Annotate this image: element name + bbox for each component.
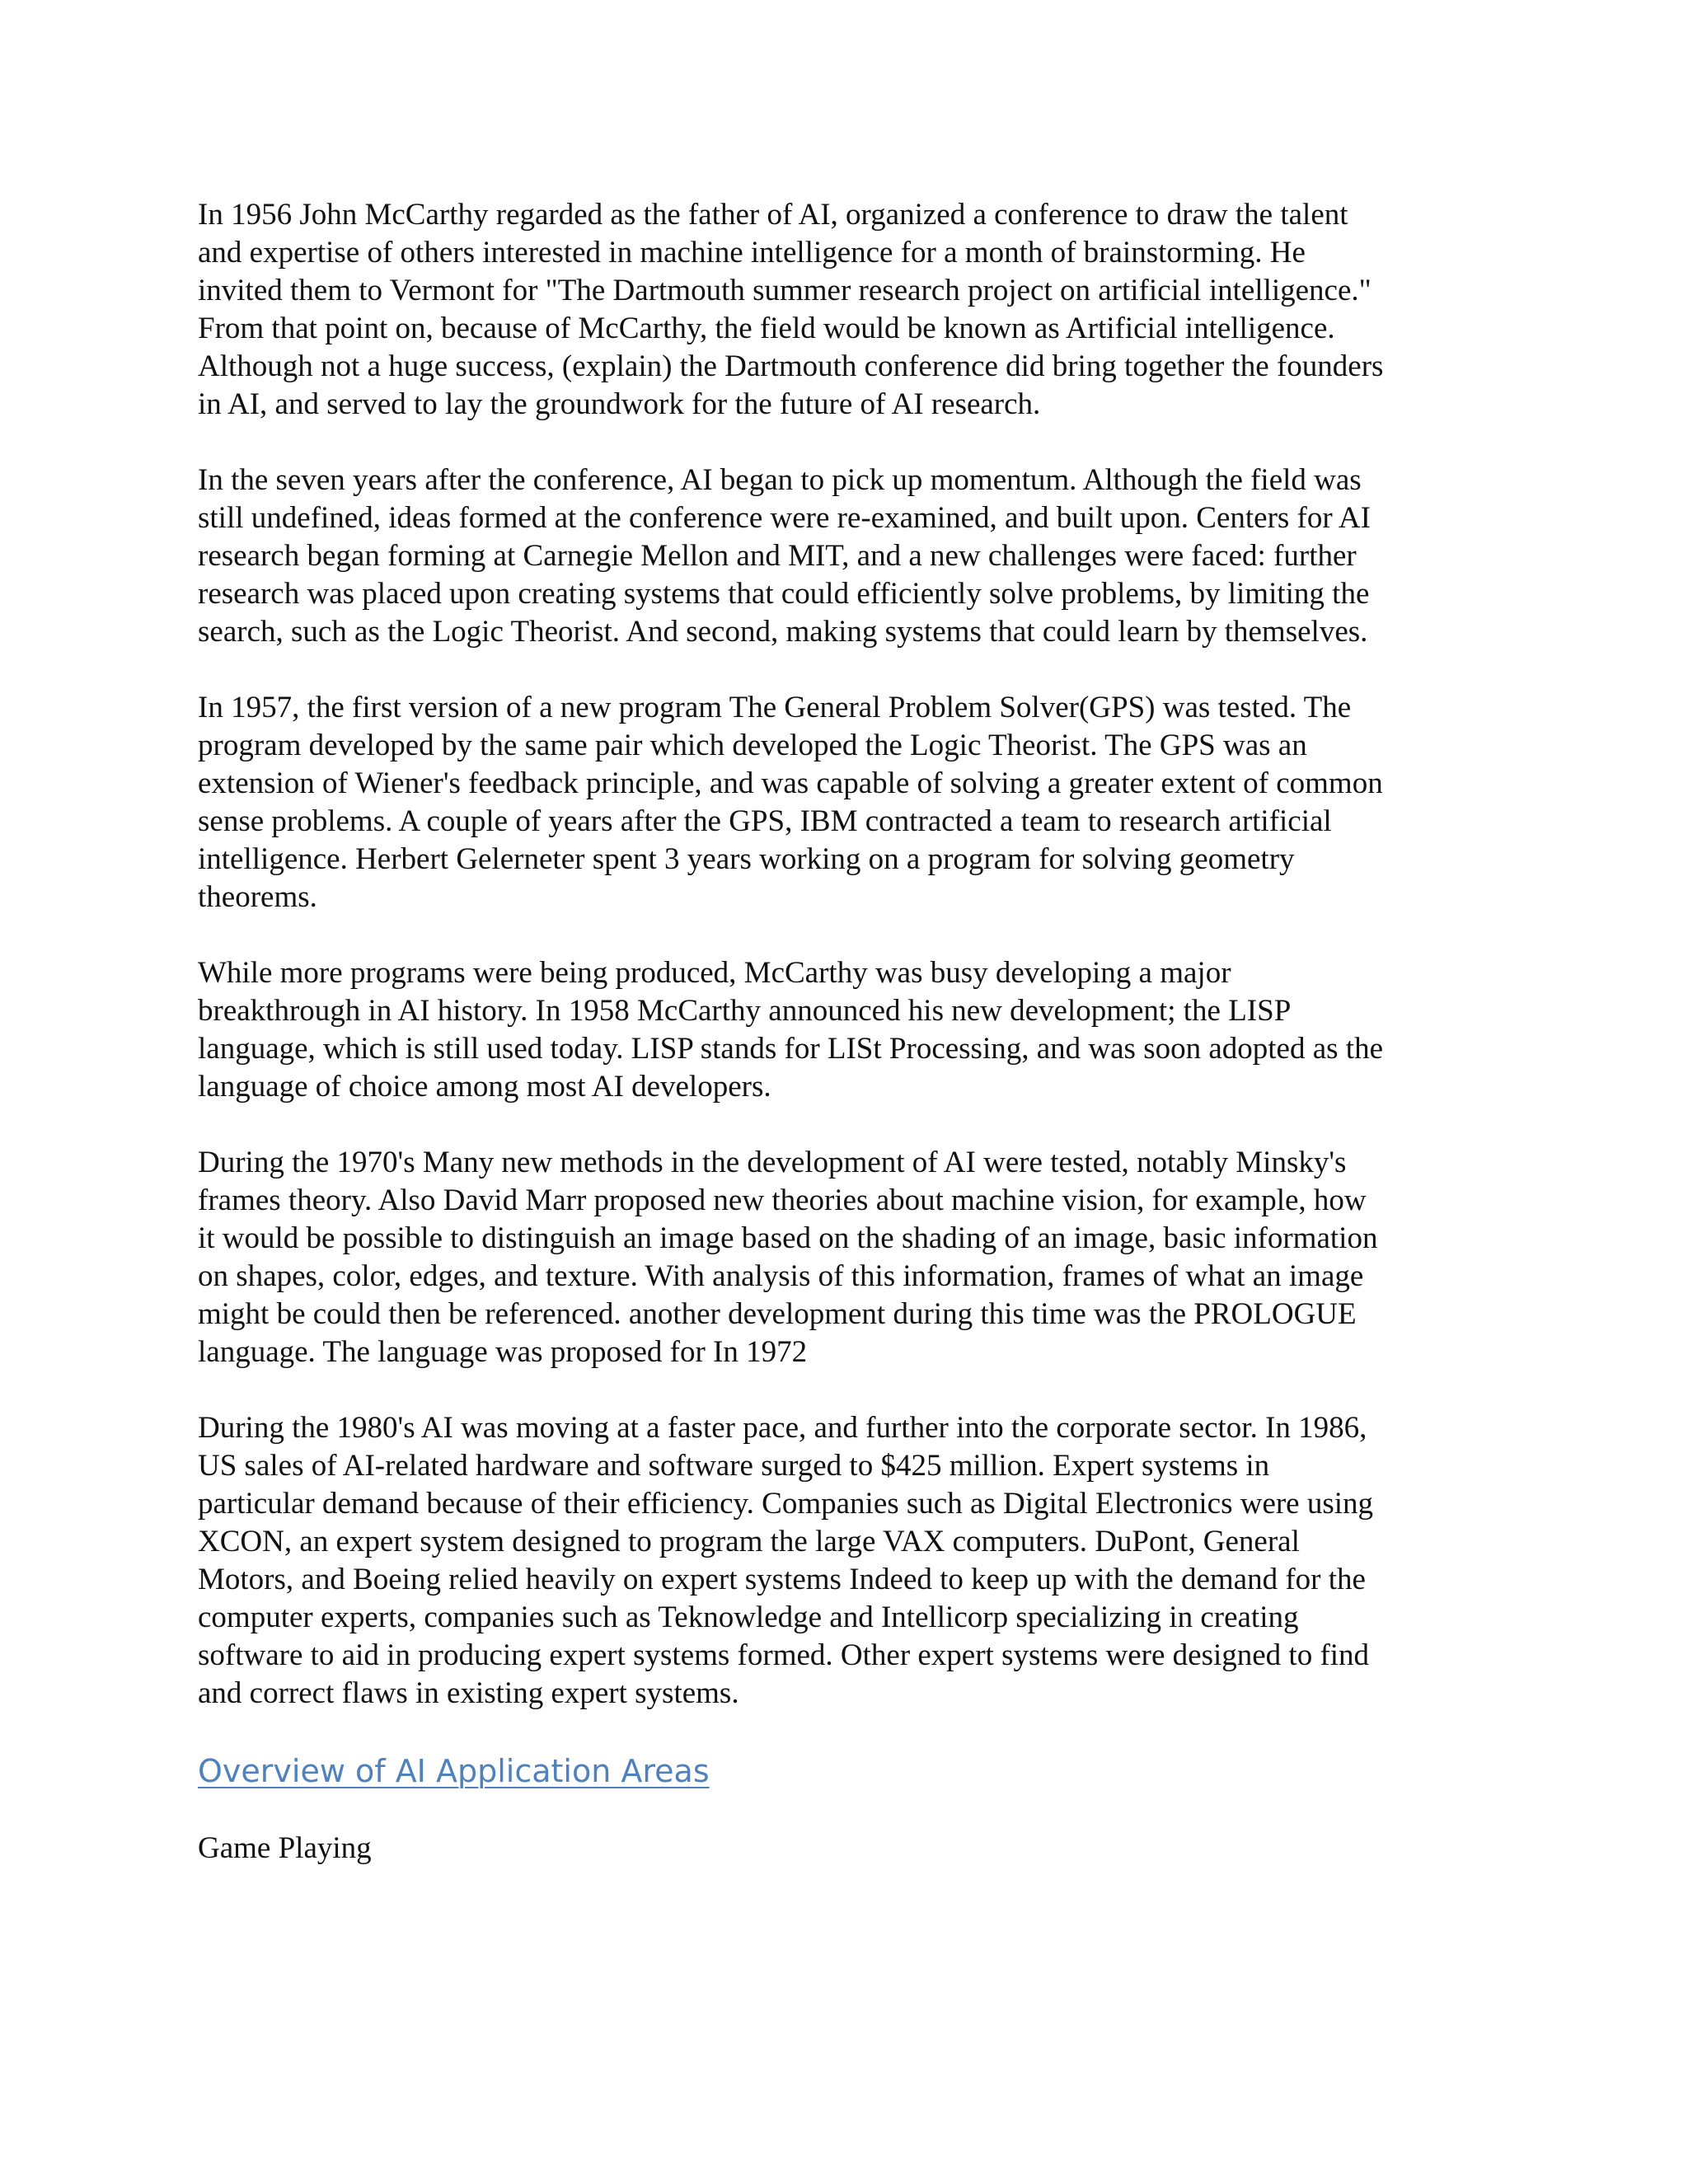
text-line: While more programs were being produced, McCarthy was busy developing a major bbox=[198, 956, 1231, 990]
text-line: it would be possible to distinguish an image based on the shading of an image, basic information bbox=[198, 1221, 1378, 1255]
text-line: frames theory. Also David Marr proposed new theories about machine vision, for example, how bbox=[198, 1183, 1367, 1217]
text-line: Motors, and Boeing relied heavily on expert systems Indeed to keep up with the demand for the bbox=[198, 1563, 1366, 1596]
paragraph-general-problem-solver bbox=[198, 689, 1490, 916]
text-line: intelligence. Herbert Gelerneter spent 3 years working on a program for solving geometry bbox=[198, 842, 1295, 876]
text-line: Although not a huge success, (explain) the Dartmouth conference did bring together the founders bbox=[198, 349, 1384, 383]
text-line: US sales of AI-related hardware and software surged to $425 million. Expert systems in bbox=[198, 1449, 1270, 1483]
text-line: might be could then be referenced. another development during this time was the PROLOGUE bbox=[198, 1297, 1357, 1331]
text-line: research was placed upon creating systems that could efficiently solve problems, by limiting the bbox=[198, 577, 1370, 611]
text-line: XCON, an expert system designed to program the large VAX computers. DuPont, General bbox=[198, 1525, 1300, 1558]
text-line: During the 1970's Many new methods in the development of AI were tested, notably Minsky's bbox=[198, 1146, 1347, 1179]
text-line: research began forming at Carnegie Mellon and MIT, and a new challenges were faced: further bbox=[198, 539, 1357, 573]
text-line: breakthrough in AI history. In 1958 McCarthy announced his new development; the LISP bbox=[198, 994, 1292, 1028]
text-line: In 1956 John McCarthy regarded as the father of AI, organized a conference to draw the talent bbox=[198, 198, 1348, 232]
text-line: From that point on, because of McCarthy, the field would be known as Artificial intelligence. bbox=[198, 312, 1335, 345]
text-line: and correct flaws in existing expert systems. bbox=[198, 1676, 739, 1710]
text-line: During the 1980's AI was moving at a faster pace, and further into the corporate sector. In 1986, bbox=[198, 1411, 1367, 1445]
text-line: In 1957, the first version of a new program The General Problem Solver(GPS) was tested. The bbox=[198, 691, 1352, 724]
paragraph-seven-years-after bbox=[198, 462, 1490, 651]
paragraph-1970s bbox=[198, 1144, 1490, 1371]
text-line: In the seven years after the conference, AI began to pick up momentum. Although the field was bbox=[198, 463, 1362, 497]
text-line: language, which is still used today. LISP stands for LISt Processing, and was soon adopted as the bbox=[198, 1032, 1383, 1066]
text-line: particular demand because of their efficiency. Companies such as Digital Electronics were using bbox=[198, 1487, 1374, 1521]
text-line: language. The language was proposed for In 1972 bbox=[198, 1335, 808, 1369]
text-line: search, such as the Logic Theorist. And second, making systems that could learn by themselves. bbox=[198, 615, 1368, 649]
text-line: on shapes, color, edges, and texture. With analysis of this information, frames of what an image bbox=[198, 1259, 1364, 1293]
paragraph-dartmouth-conference bbox=[198, 196, 1490, 424]
text-line: in AI, and served to lay the groundwork for the future of AI research. bbox=[198, 387, 1041, 421]
subheading-game-playing: Game Playing bbox=[198, 1831, 372, 1865]
text-line: theorems. bbox=[198, 880, 317, 914]
text-line: computer experts, companies such as Teknowledge and Intellicorp specializing in creating bbox=[198, 1601, 1299, 1634]
text-line: sense problems. A couple of years after the GPS, IBM contracted a team to research artificial bbox=[198, 804, 1332, 838]
text-line: invited them to Vermont for "The Dartmouth summer research project on artificial intelligence." bbox=[198, 274, 1372, 307]
section-heading: Overview of AI Application Areas bbox=[198, 1753, 710, 1789]
text-line: and expertise of others interested in machine intelligence for a month of brainstorming. He bbox=[198, 236, 1306, 269]
text-line: program developed by the same pair which developed the Logic Theorist. The GPS was an bbox=[198, 729, 1307, 762]
text-line: software to aid in producing expert systems formed. Other expert systems were designed to find bbox=[198, 1638, 1370, 1672]
text-line: extension of Wiener's feedback principle, and was capable of solving a greater extent of common bbox=[198, 766, 1383, 800]
text-line: language of choice among most AI developers. bbox=[198, 1070, 771, 1104]
paragraph-lisp-language bbox=[198, 954, 1490, 1106]
document-page bbox=[198, 196, 1490, 1868]
paragraph-1980s bbox=[198, 1409, 1490, 1713]
text-line: still undefined, ideas formed at the conference were re-examined, and built upon. Centers for AI bbox=[198, 501, 1371, 535]
